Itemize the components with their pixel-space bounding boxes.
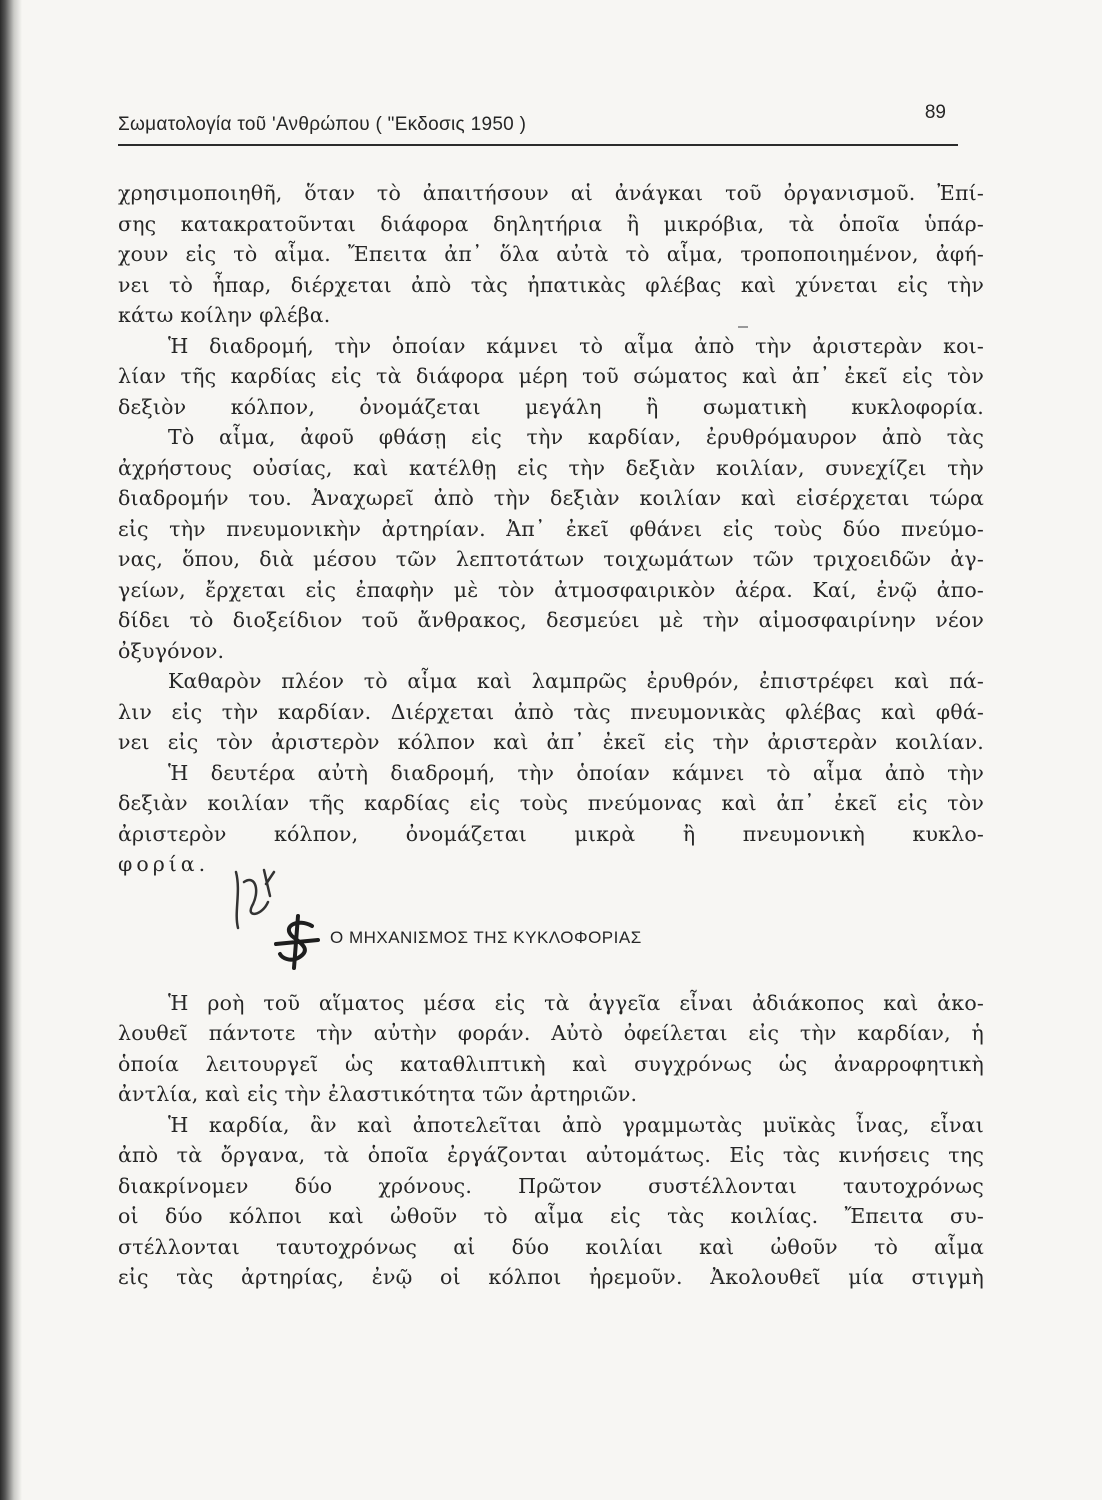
text-line: Ἡ δευτέρα αὐτὴ διαδρομή, τὴν ὁποίαν κάμνει τὸ αἷμα ἀπὸ τὴν bbox=[168, 760, 984, 785]
section-heading-row bbox=[118, 880, 984, 988]
paragraph-heart-cycle bbox=[118, 1110, 984, 1293]
page-number: 89 bbox=[924, 102, 946, 123]
page-header bbox=[118, 100, 958, 146]
text-line: κάτω κοίλην φλέβα. bbox=[118, 303, 331, 327]
text-line: διαδρομήν του. Ἀναχωρεῖ ἀπὸ τὴν δεξιὰν κοιλίαν καὶ εἰσέρχεται τώρα bbox=[118, 486, 984, 510]
text-line: εἰς τὴν πνευμονικὴν ἀρτηρίαν. Ἀπ᾽ ἐκεῖ φθάνει εἰς τοὺς δύο πνεύμο- bbox=[118, 516, 984, 541]
book-spine-shadow bbox=[0, 0, 22, 1500]
text-line: ἀπὸ τὰ ὄργανα, τὰ ὁποῖα ἐργάζονται αὐτομάτως. Εἰς τὰς κινήσεις της bbox=[118, 1143, 984, 1167]
text-line: στέλλονται ταυτοχρόνως αἱ δύο κοιλίαι καὶ ὠθοῦν τὸ αἷμα bbox=[118, 1234, 984, 1259]
paragraph-systemic-circulation bbox=[118, 331, 984, 423]
text-line: χουν εἰς τὸ αἷμα. Ἔπειτα ἀπ᾽ ὅλα αὐτὰ τὸ αἷμα, τροποποιημένον, ἀφή- bbox=[118, 242, 984, 266]
text-line: δίδει τὸ διοξείδιον τοῦ ἄνθρακος, δεσμεύει μὲ τὴν αἱμοσφαιρίνην νέον bbox=[118, 608, 984, 632]
text-line: Τὸ αἷμα, ἀφοῦ φθάσῃ εἰς τὴν καρδίαν, ἐρυθρόμαυρον ἀπὸ τὰς bbox=[168, 425, 984, 449]
text-line: λίαν τῆς καρδίας εἰς τὰ διάφορα μέρη τοῦ σώματος καὶ ἀπ᾽ ἐκεῖ εἰς τὸν bbox=[118, 364, 984, 388]
text-line: Ἡ ροὴ τοῦ αἵματος μέσα εἰς τὰ ἀγγεῖα εἶναι ἀδιάκοπος καὶ ἀκο- bbox=[168, 990, 984, 1015]
text-line: φορία. bbox=[118, 852, 210, 876]
text-line: νει εἰς τὸν ἀριστερὸν κόλπον καὶ ἀπ᾽ ἐκεῖ εἰς τὴν ἀριστερὰν κοιλίαν. bbox=[118, 730, 984, 754]
handwritten-dollar-icon bbox=[268, 910, 328, 970]
running-title: Σωματολογία τοῦ 'Ανθρώπου ( "Εκδοσις 1950 ) bbox=[118, 114, 527, 135]
text-line: ὁποία λειτουργεῖ ὡς καταθλιπτικὴ καὶ συγχρόνως ὡς ἀναρροφητικὴ bbox=[118, 1051, 984, 1076]
text-line: σης κατακρατοῦνται διάφορα δηλητήρια ἢ μικρόβια, τὰ ὁποῖα ὑπάρ- bbox=[118, 211, 984, 236]
text-line: ἀριστερὸν κόλπον, ὀνομάζεται μικρὰ ἢ πνευμονικὴ κυκλο- bbox=[118, 821, 984, 846]
paragraph-blood-flow bbox=[118, 988, 984, 1110]
text-line: οἱ δύο κόλποι καὶ ὠθοῦν τὸ αἷμα εἰς τὰς κοιλίας. Ἔπειτα συ- bbox=[118, 1204, 984, 1228]
paragraph-return bbox=[118, 666, 984, 758]
text-line: δεξιὸν κόλπον, ὀνομάζεται μεγάλη ἢ σωματικὴ κυκλοφορία. bbox=[118, 394, 984, 419]
text-line: ἀχρήστους οὐσίας, καὶ κατέλθῃ εἰς τὴν δεξιὰν κοιλίαν, συνεχίζει τὴν bbox=[118, 455, 984, 480]
text-line: χρησιμοποιηθῆ, ὅταν τὸ ἀπαιτήσουν αἱ ἀνάγκαι τοῦ ὀργανισμοῦ. Ἐπί- bbox=[118, 181, 984, 205]
text-line: ἀντλία, καὶ εἰς τὴν ἐλαστικότητα τῶν ἀρτηριῶν. bbox=[118, 1082, 638, 1106]
text-line: Ἡ διαδρομή, τὴν ὁποίαν κάμνει τὸ αἷμα ἀπὸ τὴν ἀριστερὰν κοι- bbox=[168, 333, 984, 358]
text-line: λουθεῖ πάντοτε τὴν αὐτὴν φοράν. Αὐτὸ ὀφείλεται εἰς τὴν καρδίαν, ἡ bbox=[118, 1021, 984, 1045]
text-line: Ἡ καρδία, ἂν καὶ ἀποτελεῖται ἀπὸ γραμμωτὰς μυϊκὰς ἶνας, εἶναι bbox=[168, 1112, 984, 1137]
text-line: νας, ὅπου, διὰ μέσου τῶν λεπτοτάτων τοιχωμάτων τῶν τριχοειδῶν ἀγ- bbox=[118, 547, 984, 571]
text-line: διακρίνομεν δύο χρόνους. Πρῶτον συστέλλονται ταυτοχρόνως bbox=[118, 1173, 984, 1198]
paragraph-liver bbox=[118, 178, 984, 331]
text-line: νει τὸ ἧπαρ, διέρχεται ἀπὸ τὰς ἠπατικὰς φλέβας καὶ χύνεται εἰς τὴν bbox=[118, 272, 984, 297]
header-rule bbox=[118, 144, 958, 146]
text-line: εἰς τὰς ἀρτηρίας, ἐνῷ οἱ κόλποι ἠρεμοῦν. Ἀκολουθεῖ μία στιγμὴ bbox=[118, 1265, 984, 1289]
text-line: δεξιὰν κοιλίαν τῆς καρδίας εἰς τοὺς πνεύμονας καὶ ἀπ᾽ ἐκεῖ εἰς τὸν bbox=[118, 791, 984, 815]
text-line: Καθαρὸν πλέον τὸ αἷμα καὶ λαμπρῶς ἐρυθρόν, ἐπιστρέφει καὶ πά- bbox=[168, 669, 984, 693]
text-line: γείων, ἔρχεται εἰς ἐπαφὴν μὲ τὸν ἀτμοσφαιρικὸν ἀέρα. Καί, ἐνῷ ἀπο- bbox=[118, 577, 984, 602]
page-body bbox=[118, 178, 984, 1293]
paragraph-right-heart bbox=[118, 422, 984, 666]
text-line: λιν εἰς τὴν καρδίαν. Διέρχεται ἀπὸ τὰς πνευμονικὰς φλέβας καὶ φθά- bbox=[118, 699, 984, 724]
text-line: ὀξυγόνον. bbox=[118, 638, 225, 663]
section-heading: Ο ΜΗΧΑΝΙΣΜΟΣ ΤΗΣ ΚΥΚΛΟΦΟΡΙΑΣ bbox=[330, 927, 642, 947]
